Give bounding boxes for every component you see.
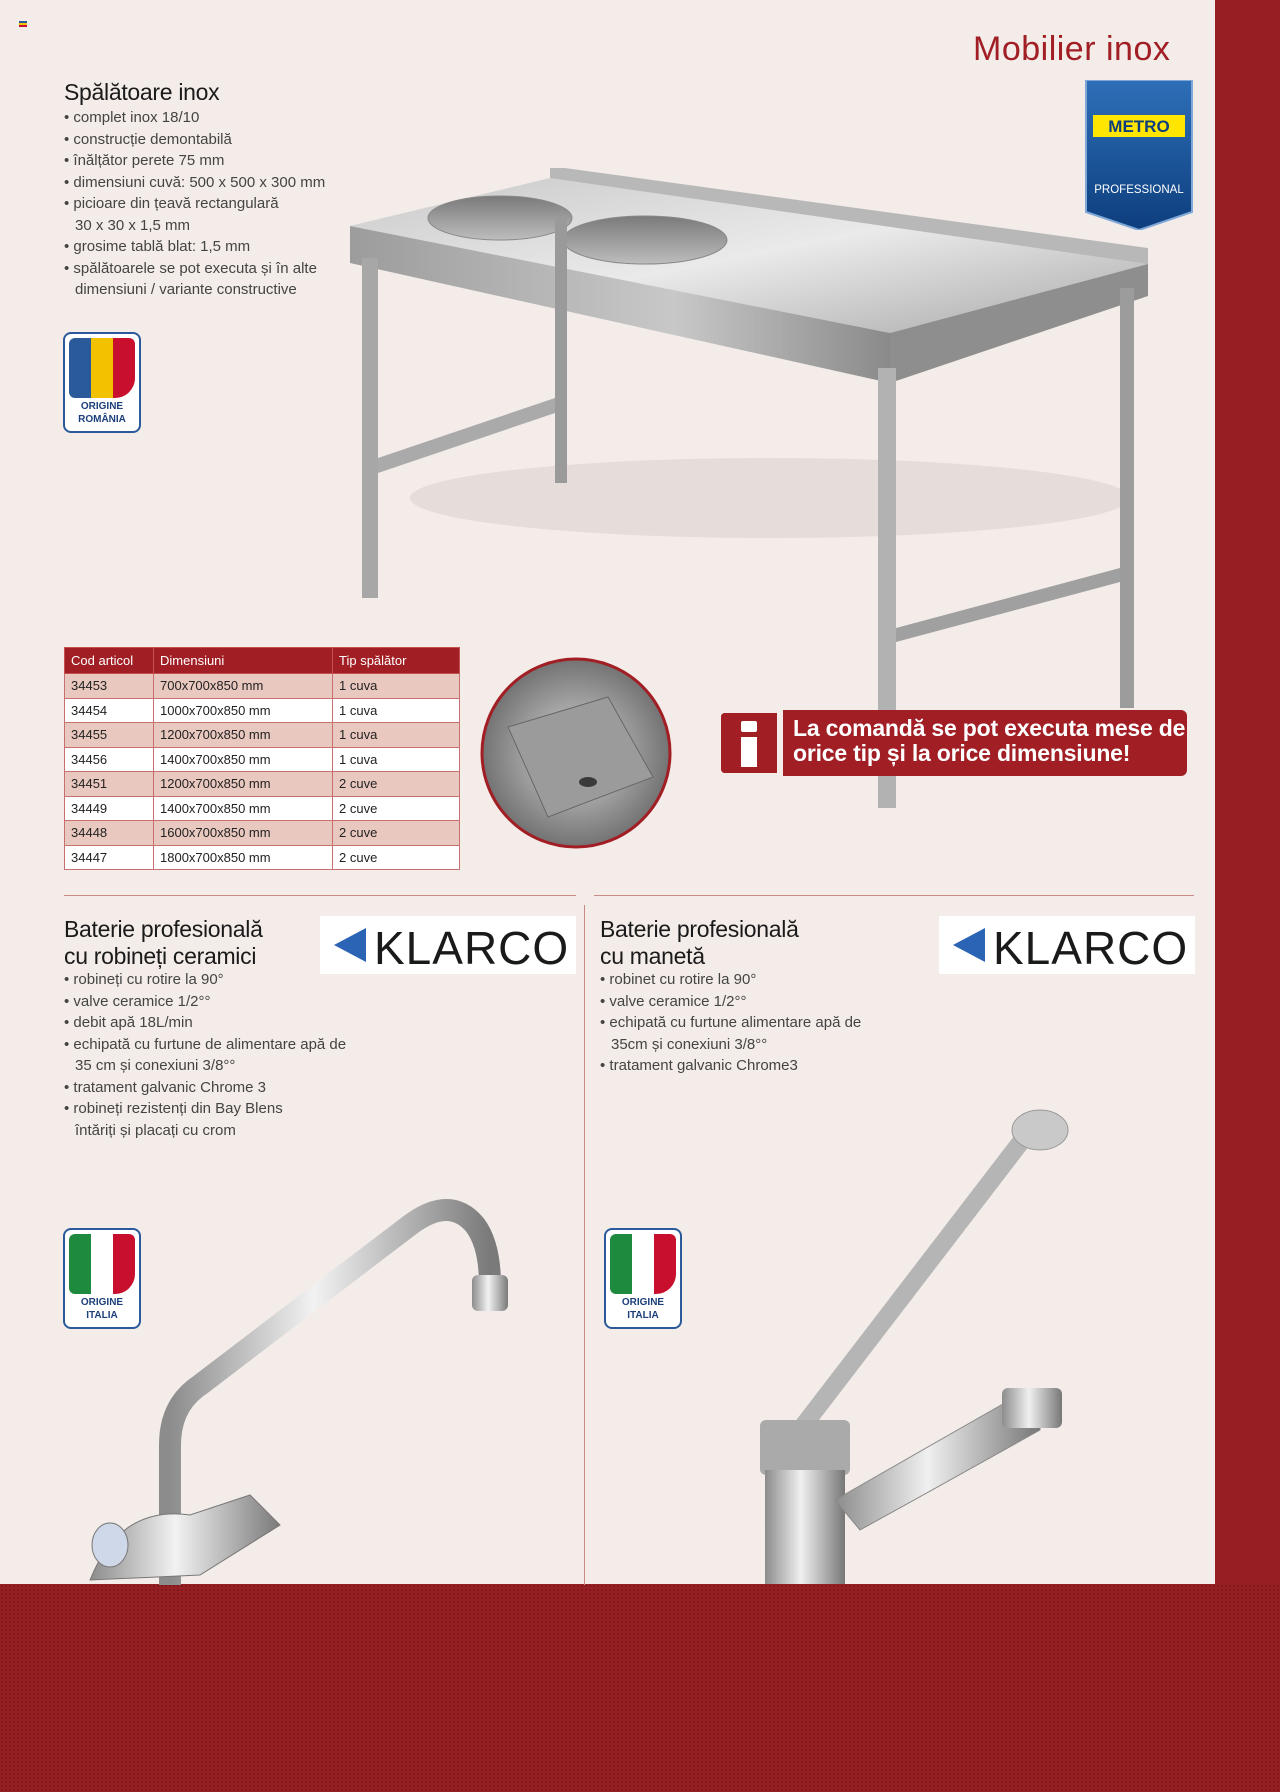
- table-row: [65, 747, 460, 772]
- spec-item: • robineți rezistenți din Bay Blens întăriți și placați cu crom: [64, 1098, 315, 1141]
- table-cell: 1800x700x850 mm: [154, 845, 333, 870]
- spec-item: • complet inox 18/10: [64, 107, 354, 129]
- table-cell: 34448: [65, 821, 154, 846]
- tap2-title: [600, 916, 799, 970]
- table-row: [65, 821, 460, 846]
- tap1-title-line1: Baterie profesională: [64, 916, 263, 942]
- custom-order-text: La comandă se pot executa mese de orice tip și la orice dimensiune!: [783, 710, 1187, 776]
- basin-detail-image: [478, 657, 674, 849]
- column-divider: [584, 905, 585, 1585]
- table-cell: 2 cuve: [333, 772, 460, 797]
- table-row: [65, 796, 460, 821]
- spec-item: • picioare din țeavă rectangulară 30 x 30 x 1,5 mm: [64, 193, 295, 236]
- bottom-band: [0, 1584, 1280, 1792]
- table-cell: 34456: [65, 747, 154, 772]
- spec-item: • echipată cu furtune alimentare apă de 35cm și conexiuni 3/8°°: [600, 1012, 896, 1055]
- klarco-brand: KLARCO: [993, 922, 1189, 974]
- table-cell: 1200x700x850 mm: [154, 772, 333, 797]
- spec-item: • dimensiuni cuvă: 500 x 500 x 300 mm: [64, 172, 354, 194]
- spec-item: • spălătoarele se pot executa și în alte dimensiuni / variante constructive: [64, 258, 355, 301]
- spec-item: • valve ceramice 1/2°°: [600, 991, 890, 1013]
- table-row: [65, 698, 460, 723]
- origin-romania-badge: [63, 332, 141, 433]
- origin-country: ITALIA: [86, 1310, 118, 1321]
- sidebar-band: [1215, 0, 1280, 1792]
- table-cell: 34453: [65, 674, 154, 699]
- ceramic-faucet-image: [80, 1185, 580, 1585]
- spec-item: • robinet cu rotire la 90°: [600, 969, 890, 991]
- tap1-title: [64, 916, 263, 970]
- divider: [64, 895, 576, 896]
- metro-sub-text: PROFESSIONAL: [1094, 184, 1184, 196]
- origin-country: ROMÂNIA: [78, 414, 126, 425]
- romania-flag-icon: [69, 338, 135, 398]
- klarco-brand: KLARCO: [374, 922, 570, 974]
- spec-item: • echipată cu furtune de alimentare apă de 35 cm și conexiuni 3/8°°: [64, 1034, 364, 1077]
- lever-faucet-image: [740, 1100, 1140, 1584]
- table-cell: 1 cuva: [333, 674, 460, 699]
- table-row: [65, 845, 460, 870]
- table-header: Cod articol: [65, 648, 154, 674]
- table-row: [65, 723, 460, 748]
- klarco-arrow-icon: [953, 928, 985, 962]
- table-cell: 1200x700x850 mm: [154, 723, 333, 748]
- table-cell: 34454: [65, 698, 154, 723]
- table-cell: 1400x700x850 mm: [154, 796, 333, 821]
- spec-item: • robineți cu rotire la 90°: [64, 969, 364, 991]
- spec-item: • debit apă 18L/min: [64, 1012, 364, 1034]
- info-icon: [721, 713, 777, 773]
- table-cell: 1 cuva: [333, 747, 460, 772]
- table-header: Dimensiuni: [154, 648, 333, 674]
- table-cell: 1 cuva: [333, 698, 460, 723]
- spec-item: • grosime tablă blat: 1,5 mm: [64, 236, 354, 258]
- table-cell: 34447: [65, 845, 154, 870]
- sink-spec-list: [64, 107, 354, 301]
- spec-item: • înălțător perete 75 mm: [64, 150, 354, 172]
- custom-order-info-box: [721, 710, 1187, 776]
- table-cell: 1 cuva: [333, 723, 460, 748]
- table-cell: 2 cuve: [333, 796, 460, 821]
- table-cell: 1600x700x850 mm: [154, 821, 333, 846]
- sink-title: Spălătoare inox: [64, 79, 220, 105]
- klarco-logo: [939, 916, 1195, 974]
- origin-italy-badge: [604, 1228, 682, 1329]
- klarco-logo: [320, 916, 576, 974]
- origin-label: ORIGINE: [80, 401, 124, 412]
- table-header: Tip spălător: [333, 648, 460, 674]
- table-cell: 700x700x850 mm: [154, 674, 333, 699]
- origin-country: ITALIA: [627, 1310, 659, 1321]
- table-row: [65, 674, 460, 699]
- mini-flag-icon: [19, 21, 27, 27]
- table-cell: 34449: [65, 796, 154, 821]
- tap2-title-line1: Baterie profesională: [600, 916, 799, 942]
- tap2-spec-list: [600, 969, 890, 1077]
- table-cell: 34451: [65, 772, 154, 797]
- spec-item: • valve ceramice 1/2°°: [64, 991, 364, 1013]
- italy-flag-icon: [610, 1234, 676, 1294]
- tap1-title-line2: cu robineți ceramici: [64, 943, 257, 969]
- table-cell: 2 cuve: [333, 845, 460, 870]
- section-title: Mobilier inox: [973, 30, 1171, 68]
- table-cell: 2 cuve: [333, 821, 460, 846]
- table-cell: 1000x700x850 mm: [154, 698, 333, 723]
- tap2-title-line2: cu manetă: [600, 943, 705, 969]
- metro-brand-text: METRO: [1108, 117, 1170, 136]
- spec-item: • tratament galvanic Chrome 3: [64, 1077, 364, 1099]
- table-cell: 1400x700x850 mm: [154, 747, 333, 772]
- spec-item: • construcție demontabilă: [64, 129, 354, 151]
- table-row: [65, 772, 460, 797]
- origin-label: ORIGINE: [621, 1297, 665, 1308]
- sink-product-table: [64, 647, 460, 870]
- tap1-spec-list: [64, 969, 364, 1141]
- divider: [594, 895, 1194, 896]
- klarco-arrow-icon: [334, 928, 366, 962]
- spec-item: • tratament galvanic Chrome3: [600, 1055, 890, 1077]
- table-cell: 34455: [65, 723, 154, 748]
- origin-label: ORIGINE: [80, 1297, 124, 1308]
